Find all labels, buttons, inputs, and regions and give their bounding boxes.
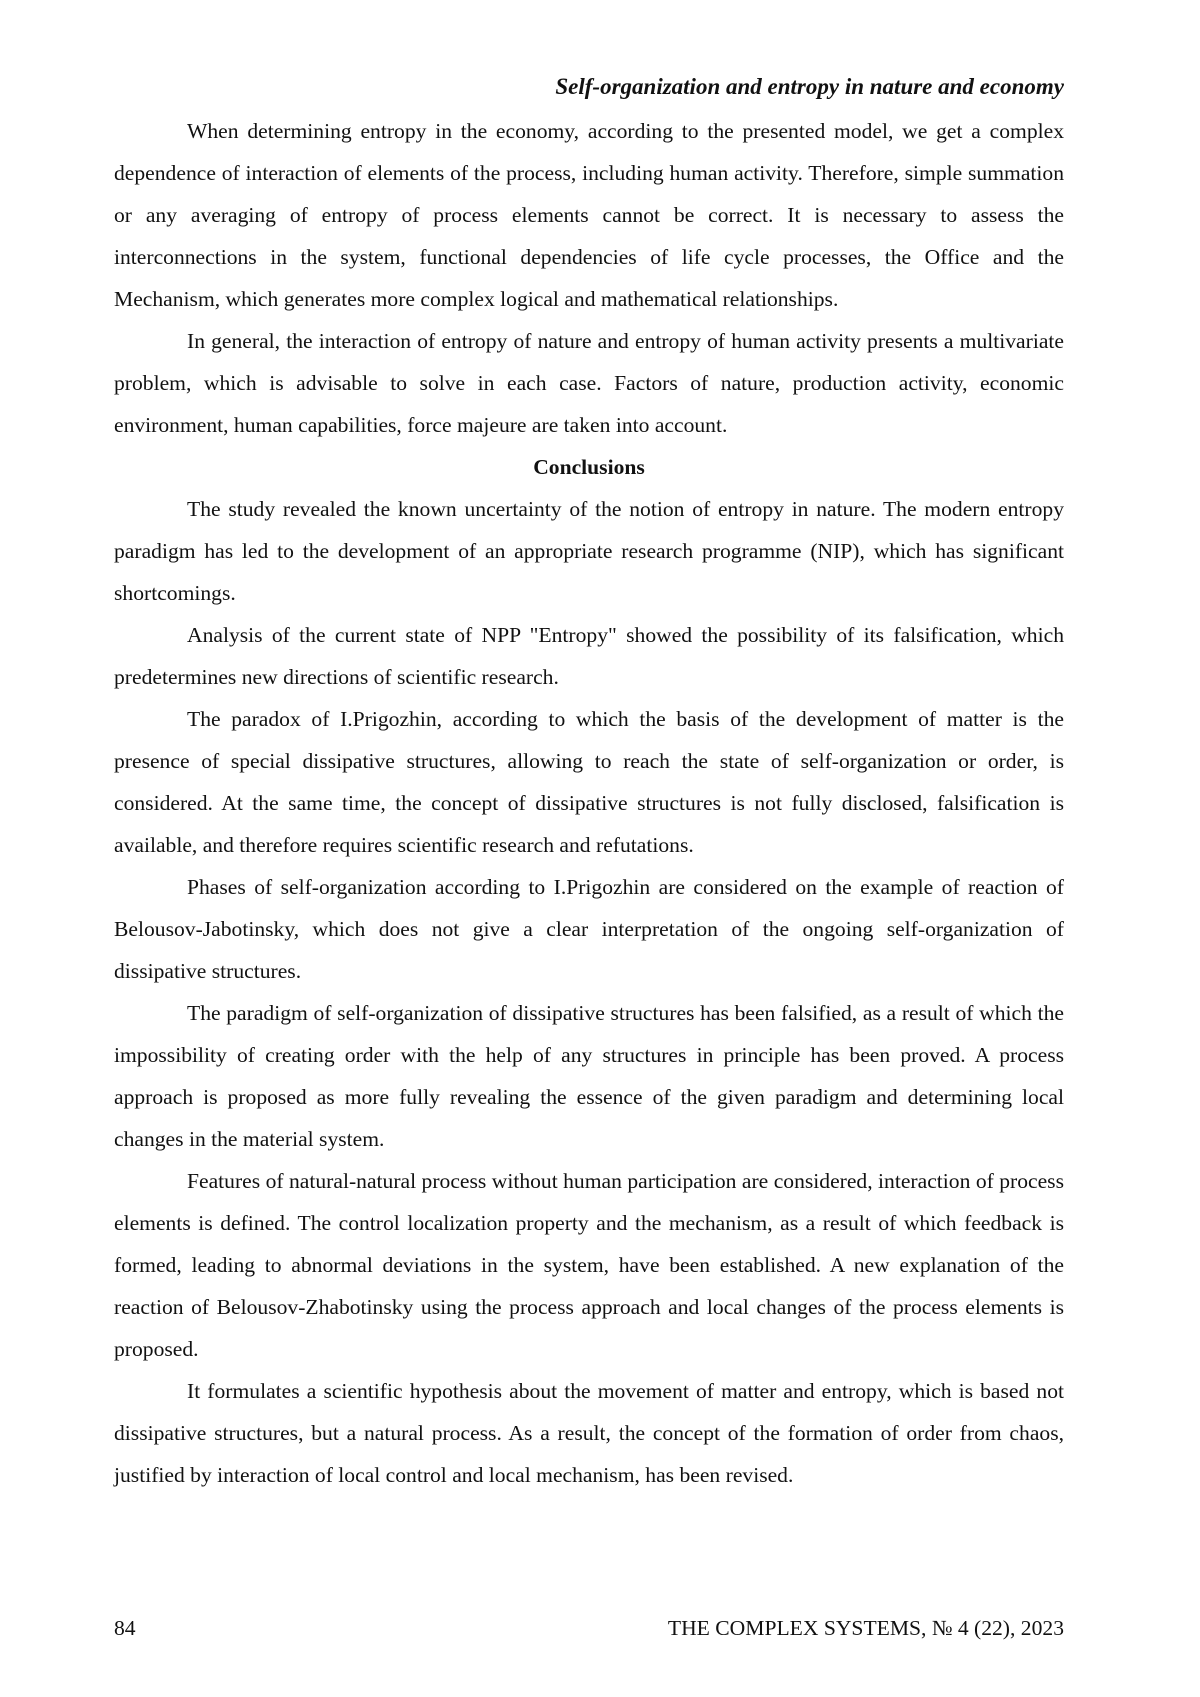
paragraph: It formulates a scientific hypothesis about the movement of matter and entropy, which is based not dissipative structures, but a natural process. As a result, the concept of the formation of order from chaos, justified by interaction of local control and local mechanism, has been revised.: [114, 1379, 1064, 1487]
paragraph: The study revealed the known uncertainty of the notion of entropy in nature. The modern entropy paradigm has led to the development of an appropriate research programme (NIP), which has significant shortcomings.: [114, 497, 1064, 605]
paragraph: The paradigm of self-organization of dissipative structures has been falsified, as a result of which the impossibility of creating order with the help of any structures in principle has been proved. A process approach is proposed as more fully revealing the essence of the given paradigm and determining local changes in the material system.: [114, 1001, 1064, 1151]
section-heading: Conclusions: [533, 455, 645, 479]
article-body: [114, 110, 1064, 1496]
paragraph: When determining entropy in the economy, according to the presented model, we get a complex dependence of interaction of elements of the process, including human activity. Therefore, simple summation or any averaging of entropy of process elements cannot be correct. It is necessary to assess the interconnections in the system, functional dependencies of life cycle processes, the Office and the Mechanism, which generates more complex logical and mathematical relationships.: [114, 119, 1064, 311]
paragraph: Phases of self-organization according to I.Prigozhin are considered on the example of reaction of Belousov-Jabotinsky, which does not give a clear interpretation of the ongoing self-organization of dissipative structures.: [114, 875, 1064, 983]
paragraph: Analysis of the current state of NPP "Entropy" showed the possibility of its falsification, which predetermines new directions of scientific research.: [114, 623, 1064, 689]
page: [114, 0, 1064, 1697]
running-header-title: Self-organization and entropy in nature and economy: [555, 74, 1064, 99]
paragraph: The paradox of I.Prigozhin, according to which the basis of the development of matter is the presence of special dissipative structures, allowing to reach the state of self-organization or order, is considered. At the same time, the concept of dissipative structures is not fully disclosed, falsification is available, and therefore requires scientific research and refutations.: [114, 707, 1064, 857]
journal-citation: THE COMPLEX SYSTEMS, № 4 (22), 2023: [667, 1616, 1064, 1640]
page-number: 84: [114, 1616, 136, 1640]
paragraph: In general, the interaction of entropy of nature and entropy of human activity presents a multivariate problem, which is advisable to solve in each case. Factors of nature, production activity, economic environment, human capabilities, force majeure are taken into account.: [114, 329, 1064, 437]
paragraph: Features of natural-natural process without human participation are considered, interaction of process elements is defined. The control localization property and the mechanism, as a result of which feedback is formed, leading to abnormal deviations in the system, have been established. A new explanation of the reaction of Belousov-Zhabotinsky using the process approach and local changes of the process elements is proposed.: [114, 1169, 1064, 1361]
page-footer: [114, 1614, 1064, 1642]
